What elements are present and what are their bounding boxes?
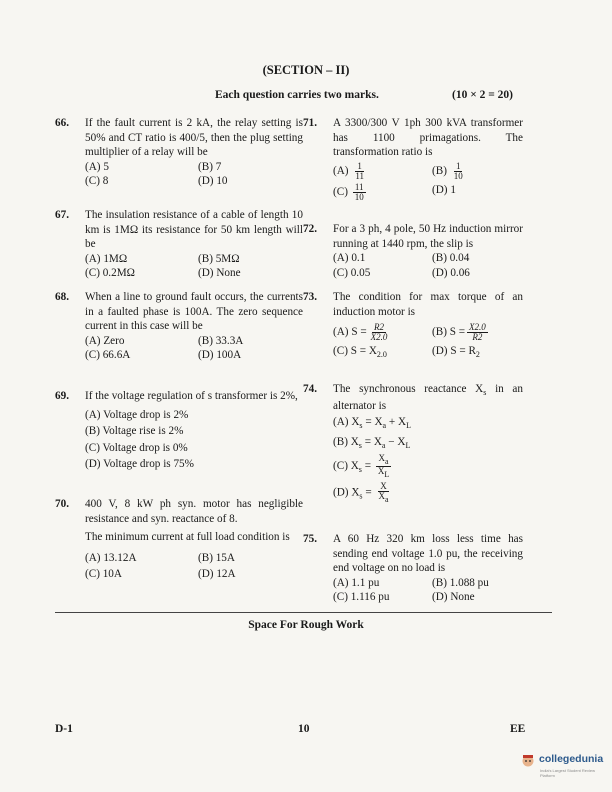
option-c: (C) 10A [85, 568, 122, 581]
fraction: $\frac{11}{10}$ [354, 181, 364, 202]
option-d: (D) None [432, 591, 475, 604]
option-c: (C) $S = X_{2.0}$ [333, 345, 387, 360]
booklet-code: D-1 [55, 723, 73, 735]
fraction: $\frac{1}{11}$ [355, 160, 364, 181]
question-73 [303, 290, 523, 361]
option-b: (B) 5MΩ [198, 252, 240, 265]
question-number: 72. [303, 223, 317, 235]
option-a: (A) 1.1 pu [333, 576, 380, 589]
question-69 [55, 389, 303, 472]
question-stem: The synchronous reactance $X_s$ in an alternator is [333, 383, 523, 412]
option-d: (D) 10 [198, 175, 228, 188]
question-71 [303, 116, 523, 202]
option-a: (A) S = $\frac{R2}{X2.0}$ [333, 322, 388, 343]
option-c: (C) 0.05 [333, 266, 371, 279]
options [85, 252, 303, 281]
question-number: 69. [55, 390, 69, 402]
option-d: (D) 1 [432, 183, 456, 196]
question-stem: The condition for max torque of an induction motor is [333, 291, 523, 318]
option-b: (B) 0.04 [432, 252, 470, 265]
option-d: (D) Voltage drop is 75% [85, 458, 194, 471]
option-a: (A) $\frac{1}{11}$ [333, 160, 364, 181]
options [333, 576, 523, 605]
question-number: 71. [303, 117, 317, 129]
question-stem: A 60 Hz 320 km loss less time has sending end voltage 1.0 pu, the receiving end voltage on no load is [333, 533, 523, 575]
option-c: (C) $X_s$ = $\frac{X_a}{X_L}$ [333, 453, 390, 480]
question-stem: A 3300/300 V 1ph 300 kVA transformer has 1100 primagations. The transformation ratio is [333, 117, 523, 159]
options [333, 162, 523, 202]
question-stem: If the voltage regulation of s transformer is 2%, [85, 390, 298, 402]
options [85, 408, 303, 472]
page-number: 10 [298, 723, 310, 735]
rough-work-label: Space For Rough Work [248, 619, 364, 631]
option-d: (D) $S = R_2$ [432, 345, 480, 360]
marks-info: (10 × 2 = 20) [452, 89, 514, 101]
question-stem: The insulation resistance of a cable of length 10 km is 1MΩ its resistance for 50 km length will be [85, 209, 303, 251]
option-d: (D) 12A [198, 568, 236, 581]
option-c: (C) $\frac{11}{10}$ [333, 181, 364, 202]
fraction: $\frac{X_a}{X_L}$ [377, 453, 390, 480]
options [85, 160, 303, 189]
section-title: (SECTION – II) [262, 63, 350, 77]
option-d: (D) 0.06 [432, 266, 470, 279]
question-stem: If the fault current is 2 kA, the relay setting is 50% and CT ratio is 400/5, then the plug setting multiplier of a relay will be [85, 117, 303, 159]
question-number: 70. [55, 498, 69, 510]
option-a: (A) $X_s = X_a + X_L$ [333, 416, 411, 431]
question-stem-continued: The minimum current at full load condition is [85, 531, 290, 544]
question-72 [303, 222, 523, 280]
options [333, 415, 523, 504]
question-number: 68. [55, 291, 69, 303]
option-a: (A) 13.12A [85, 551, 137, 564]
options [333, 323, 523, 361]
question-number: 75. [303, 533, 317, 545]
option-c: (C) 8 [85, 175, 109, 188]
option-c: (C) 0.2MΩ [85, 267, 135, 280]
option-b: (B) $X_s = X_a - X_L$ [333, 435, 411, 451]
question-stem: When a line to ground fault occurs, the currents in a faulted phase is 100A. The zero sequence current in this case will be [85, 291, 303, 333]
fraction: $\frac{1}{10}$ [453, 160, 463, 181]
question-number: 67. [55, 209, 69, 221]
options [85, 334, 303, 363]
option-b: (B) 7 [198, 160, 222, 173]
option-a: (A) 0.1 [333, 252, 366, 265]
question-66 [55, 116, 303, 189]
option-b: (B) S = $\frac{X2.0}{R2}$ [432, 322, 486, 343]
fraction: $\frac{X2.0}{R2}$ [469, 322, 486, 343]
options [85, 551, 303, 582]
question-stem: For a 3 ph, 4 pole, 50 Hz induction mirror running at 1440 rpm, the slip is [333, 223, 523, 250]
question-number: 74. [303, 383, 317, 395]
question-75 [303, 532, 523, 605]
option-d: (D) None [198, 267, 241, 280]
instruction-text: Each question carries two marks. [215, 89, 379, 101]
option-b: (B) 33.3A [198, 334, 244, 347]
option-a: (A) Zero [85, 334, 125, 347]
fraction: $\frac{R2}{X2.0}$ [370, 322, 388, 343]
option-c: (C) Voltage drop is 0% [85, 441, 188, 454]
question-stem: 400 V, 8 kW ph syn. motor has negligible resistance and syn. reactance of 8. [85, 498, 303, 525]
question-74 [303, 382, 523, 504]
option-d: (D) $X_s$ = $\frac{X}{X_a}$ [333, 481, 389, 504]
option-b: (B) $\frac{1}{10}$ [432, 160, 463, 181]
option-a: (A) 5 [85, 160, 109, 173]
fraction: $\frac{X}{X_a}$ [378, 481, 389, 504]
divider [55, 612, 552, 613]
collegedunia-logo [520, 752, 603, 768]
question-67 [55, 208, 303, 281]
option-b: (B) 1.088 pu [432, 576, 489, 589]
question-number: 73. [303, 291, 317, 303]
option-c: (C) 1.116 pu [333, 591, 390, 604]
option-d: (D) 100A [198, 349, 242, 362]
option-a: (A) 1MΩ [85, 252, 128, 265]
option-b: (B) Voltage rise is 2% [85, 425, 184, 438]
subject-code: EE [510, 723, 526, 735]
question-number: 66. [55, 117, 69, 129]
option-a: (A) Voltage drop is 2% [85, 408, 189, 421]
option-c: (C) 66.6A [85, 349, 131, 362]
options [333, 251, 523, 280]
question-68 [55, 290, 303, 363]
question-70 [55, 497, 303, 582]
option-b: (B) 15A [198, 551, 235, 564]
logo-text: collegedunia [539, 753, 604, 766]
logo-tagline: India's Largest Student Review Platform [540, 768, 596, 779]
mascot-icon [520, 752, 536, 768]
